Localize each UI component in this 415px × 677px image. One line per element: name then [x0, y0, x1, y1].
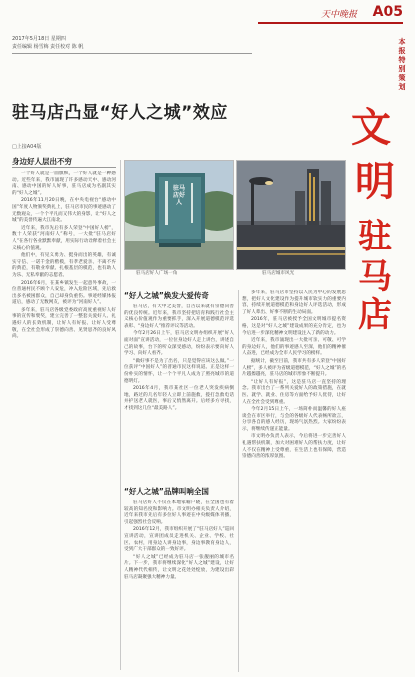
paragraph: 2016年6月，在某乡镇发生一起意外事故，一位普通村民不顾个人安危，冲入危险区域，先后救出多名被困群众，自己却身负重伤。事迹经媒体报道后，感动了无数网友，被评为“河南好人”。 [12, 280, 116, 306]
section1-body [12, 171, 116, 671]
paragraph: “让好人有好报”，这是驻马店一直坚持的理念。我市出台了一系列关爱好人的政策措施，在就医、就学、就业、住房等方面给予好人优待，让好人在全社会受到尊重。 [242, 379, 346, 405]
big-char-wen: 文 [351, 104, 391, 151]
paragraph: 今年2月15日上午，一场简朴而温馨的好人座谈会在市区举行，与会的各级好人代表畅所欲言，分享各自的感人经历，现场气氛热烈。大家纷纷表示，将继续传递正能量。 [242, 407, 346, 432]
date-line: 2017年5月18日 星期四 [12, 36, 66, 42]
paragraph: 他们中，有见义勇为、挺身而出的英雄，有诚实守信、一诺千金的楷模，有孝老爱亲、不离不弃的典范，有敬业奉献、扎根基层的模范，也有助人为乐、无私奉献的志愿者。 [12, 253, 116, 278]
paragraph: 市文明办负责人表示，今后将进一步完善好人礼遇帮扶机制，加大对困难好人的帮扶力度，让好人不仅在精神上受尊重，在生活上也有保障，营造崇德向善的浓厚氛围。 [242, 434, 346, 460]
paragraph: 驻马店好人不仅在本地家喻户晓，在全国也有着较高的知名度和影响力。市文明办相关负责人介绍，近年来我市先后有多位好人事迹在中央级媒体刊播，引起强烈社会反响。 [124, 500, 234, 525]
right-column-body [242, 290, 346, 672]
photo-sign [124, 160, 234, 270]
page-number: A05 [372, 4, 403, 20]
headline: 驻马店凸显“好人之城”效应 [12, 103, 228, 123]
section1-title: 身边好人层出不穷 [12, 157, 72, 166]
big-char-zhu: 驻 [358, 217, 392, 257]
photo2-caption: 驻马店城市风光 [262, 271, 295, 276]
paragraph: 2016年4月，我市某社区一位老人突发疾病倒地，路过的几名年轻人立即上前施救，拨打急救电话并护送老人就医，事后又悄然离开。后经多方寻找，才找到这几位“最美路人”。 [124, 386, 234, 411]
section2-body [124, 304, 234, 476]
paragraph: 今年2月26日上午，驻马店文明办组织开展“好人面对面”宣讲活动，一位位身边好人走上讲台，讲述自己的故事，台下的听众深受感动，纷纷表示要向好人学习、向好人看齐。 [124, 331, 234, 357]
photo-city [236, 160, 346, 270]
masthead-rule [258, 22, 403, 24]
side-tag-char: 别 [398, 65, 406, 73]
photo-city-image [237, 161, 345, 269]
photo-sign-image [125, 161, 233, 269]
paragraph: 2016年12月，我市组织开展了“驻马店好人”巡回宣讲活动，宣讲团成员走进机关、企业、学校、社区、农村，用身边人讲身边事，身边事教育身边人，受到广大干部群众的一致好评。 [124, 527, 234, 553]
sign-text: 驻马店好人 [173, 185, 186, 206]
section2-title: “好人之城”焕发大爱传奇 [124, 291, 209, 300]
side-tag-char: 特 [398, 56, 406, 64]
header-rule [12, 53, 252, 54]
masthead [259, 4, 409, 32]
photo1-caption: 驻马店好人广场一角 [136, 271, 178, 276]
section1-rule [12, 167, 116, 168]
paragraph: 2016年，驻马店被授予全国文明城市提名资格，这是对“好人之城”建设成果的充分肯定，也为今后进一步深化精神文明建设注入了新的动力。 [242, 317, 346, 336]
section3-body [124, 500, 234, 672]
side-tag-char: 划 [398, 83, 406, 91]
paragraph: “好人之城”已经成为驻马店一张靓丽的城市名片。下一步，我市将继续深化“好人之城”建设，让好人精神代代相传，让文明之花处处绽放，为建设出彩驻马店凝聚强大精神力量。 [124, 554, 234, 580]
paragraph: 多年来，驻马店市坚持以人民为中心的发展思想，把好人文化建设作为提升城市软实力的重要内容，持续开展道德模范和身边好人评选活动，形成了好人辈出、好事不断的生动局面。 [242, 290, 346, 315]
paragraph: 一个好人就是一面旗帜，一个好人就是一种感动。近些年来，我市涌现了许多感动天中、感动河南、感动中国的好人好事，驻马店成为名副其实的“好人之城”。 [12, 171, 116, 196]
byline: □上接A04版 [12, 144, 42, 150]
side-tag-char: 策 [398, 74, 406, 82]
paragraph: 近年来，我市涌现出一大批可亲、可敬、可学的身边好人，他们的事迹感人至深，他们的精神催人奋进，已经成为全市人民学习的榜样。 [242, 338, 346, 357]
big-char-ming: 明 [355, 158, 395, 205]
paragraph: 多年来，驻马店各级党委政府高度重视好人好事的宣传和褒奖，建立完善了一整套关爱好人、礼遇好人的长效机制，让好人有好报、让好人受尊敬，在全社会形成了崇德向善、见贤思齐的良好风尚。 [12, 307, 116, 340]
paragraph: 2016年11月20日晚，在中央电视台“感动中国”年度人物颁奖典礼上，驻马店市民的事迹感动了无数观众，一个个平凡而又伟大的身影，让“好人之城”的美誉传遍大江南北。 [12, 198, 116, 224]
paragraph: “做好事不是为了出名，只是觉得应该这么做。”一位获评“中国好人”的普通市民这样说道。正是这样一份朴实的情怀，让一个个平凡人成为了照亮城市的道德明灯。 [124, 358, 234, 384]
editor-line: 责任编辑 杨雪梅 责任校对 陈 帆 [12, 44, 84, 50]
side-tag [396, 38, 408, 92]
paper-logo: 天中晚报 [320, 10, 357, 20]
section3-title: “好人之城”品牌叫响全国 [124, 487, 209, 496]
big-char-dian: 店 [358, 295, 392, 335]
column-divider [120, 160, 121, 670]
paragraph: 据统计，截至目前，我市共有多人荣登“中国好人榜”，多人被评为省级道德模范，“好人之城”的名片越擦越亮，驻马店的城市形象不断提升。 [242, 358, 346, 378]
column-divider [238, 290, 239, 672]
paragraph: 近年来，我市先后有多人荣登“中国好人榜”，数十人荣获“河南好人”称号，一大批“驻马店好人”在各行各业默默奉献，用实际行动诠释着社会主义核心价值观。 [12, 225, 116, 251]
big-char-ma: 马 [358, 257, 392, 297]
side-tag-char: 报 [398, 47, 406, 55]
side-tag-char: 本 [398, 38, 406, 46]
paragraph: 驻马店，有天中之美誉，自古以来就有崇德向善的优良传统。近年来，我市坚持把培育和践行社会主义核心价值观作为重要抓手，深入开展道德模范评选表彰、“身边好人”推荐评议等活动。 [124, 304, 234, 329]
